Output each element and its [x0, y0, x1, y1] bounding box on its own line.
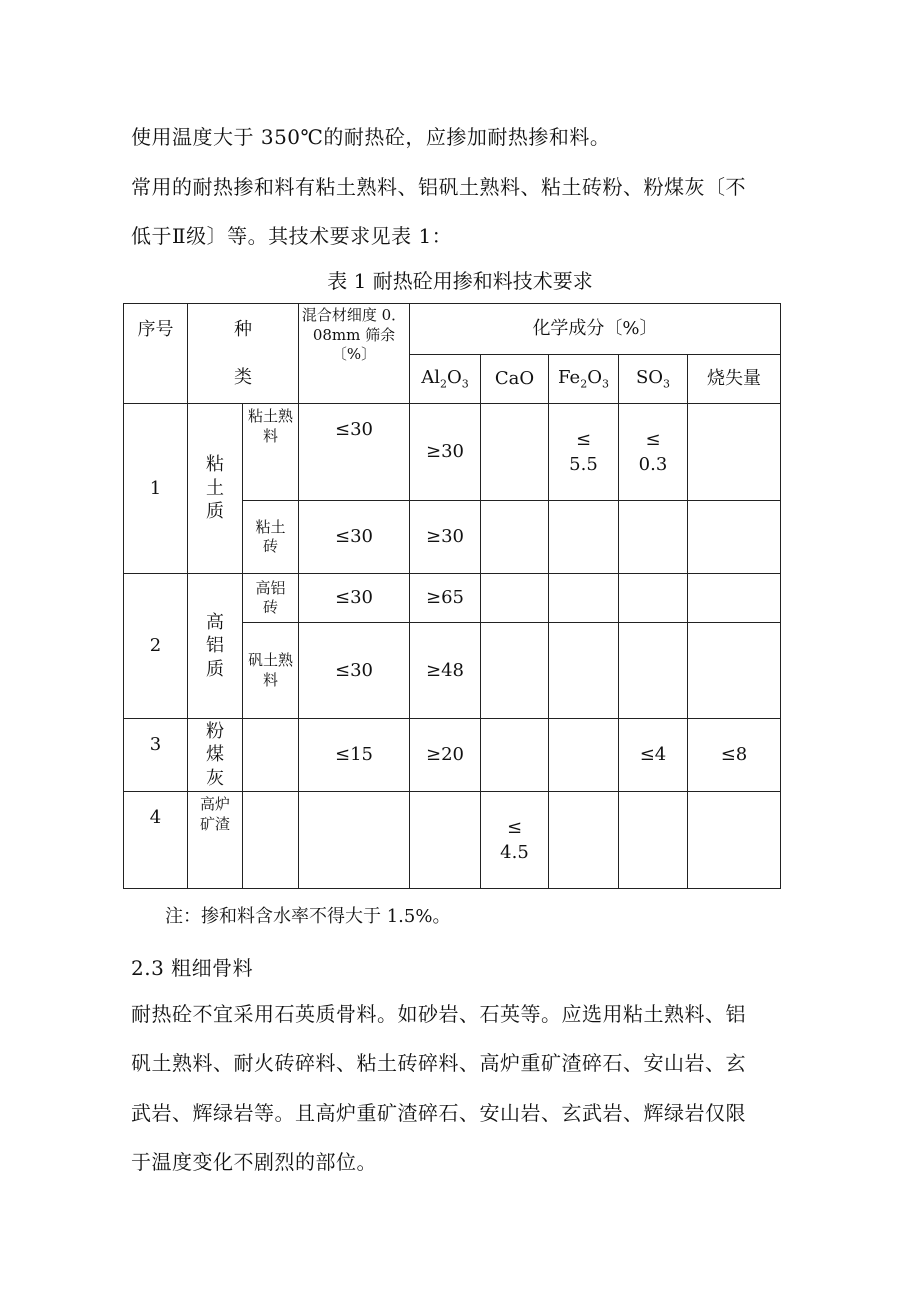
row2a-fe2o3: [549, 574, 619, 623]
row2a-so3: [619, 574, 688, 623]
table-note: 注：掺和料含水率不得大于 1.5%。: [165, 906, 451, 927]
row1a-fe2o3-value: 5.5: [569, 454, 598, 475]
row3-al2o3: ≥20: [410, 719, 481, 792]
row2a-loss: [688, 574, 781, 623]
fe2o3-o: O: [587, 367, 602, 389]
row2-group: 高铝质: [188, 574, 243, 719]
row4-cao: [481, 792, 549, 889]
row2a-fineness: ≤30: [299, 574, 410, 623]
fe2o3-sub-2: 2: [580, 377, 588, 391]
paragraph-2-line-2: 低于Ⅱ级〕等。其技术要求见表 1：: [131, 224, 453, 248]
row2b-name: 矾土熟料: [243, 623, 299, 719]
table-caption: 表 1 耐热砼用掺和料技术要求: [327, 269, 593, 293]
row1b-al2o3: ≥30: [410, 501, 481, 574]
row4-fineness: [299, 792, 410, 889]
so3-sub-3: 3: [663, 377, 671, 391]
row2-seq: 2: [124, 574, 188, 719]
row4-empty: [243, 792, 299, 889]
row1a-al2o3: ≥30: [410, 404, 481, 501]
paragraph-3-line-2: 矾土熟料、耐火砖碎料、粘土砖碎料、高炉重矿渣碎石、安山岩、玄: [131, 1051, 746, 1075]
row3-seq: 3: [124, 719, 188, 792]
row1a-loss: [688, 404, 781, 501]
al2o3-o: O: [447, 367, 462, 389]
row4-loss: [688, 792, 781, 889]
al2o3-al: Al: [421, 367, 440, 389]
row1-seq: 1: [124, 404, 188, 574]
paragraph-3-line-3: 武岩、辉绿岩等。且高炉重矿渣碎石、安山岩、玄武岩、辉绿岩仅限: [131, 1101, 746, 1125]
header-fineness: 混合材细度 0．08mm 筛余〔%〕: [299, 304, 410, 404]
row2b-so3: [619, 623, 688, 719]
row2a-name: 高铝砖: [243, 574, 299, 623]
row4-so3: [619, 792, 688, 889]
row4-al2o3: [410, 792, 481, 889]
row1-group: 粘土质: [188, 404, 243, 574]
row1b-name: 粘土砖: [243, 501, 299, 574]
fe2o3-fe: Fe: [558, 367, 581, 389]
header-cao: CaO: [481, 355, 549, 404]
row1a-fe2o3: [549, 404, 619, 501]
paragraph-3-line-1: 耐热砼不宜采用石英质骨料。如砂岩、石英等。应选用粘土熟料、铝: [131, 1002, 746, 1026]
row1b-loss: [688, 501, 781, 574]
row1a-fineness: ≤30: [299, 404, 410, 501]
row4-seq: 4: [124, 792, 188, 889]
row3-fe2o3: [549, 719, 619, 792]
al2o3-sub-3: 3: [461, 377, 469, 391]
row1a-so3-sign: ≤: [645, 428, 661, 450]
row1a-so3-value: 0.3: [638, 454, 668, 475]
al2o3-sub-2: 2: [440, 377, 447, 391]
spec-table: [123, 303, 781, 889]
row1a-fe2o3-sign: ≤: [575, 428, 592, 450]
row2b-fe2o3: [549, 623, 619, 719]
row2a-al2o3: ≥65: [410, 574, 481, 623]
paragraph-2-line-1: 常用的耐热掺和料有粘土熟料、铝矾土熟料、粘土砖粉、粉煤灰〔不: [131, 175, 746, 199]
row2b-fineness: ≤30: [299, 623, 410, 719]
header-fe2o3: [549, 355, 619, 404]
row2b-al2o3: ≥48: [410, 623, 481, 719]
header-al2o3: [410, 355, 481, 404]
row1a-name: 粘土熟料: [243, 404, 299, 501]
fe2o3-sub-3: 3: [601, 377, 609, 391]
row1a-cao: [481, 404, 549, 501]
row2a-cao: [481, 574, 549, 623]
row1b-cao: [481, 501, 549, 574]
header-kind: [188, 304, 299, 404]
header-kind-char-1: 种: [234, 319, 252, 341]
header-loss: 烧失量: [688, 355, 781, 404]
paragraph-intro: 使用温度大于 350℃的耐热砼，应掺加耐热掺和料。: [131, 125, 611, 149]
row4-name: 高炉矿渣: [188, 792, 243, 889]
row3-empty: [243, 719, 299, 792]
row3-fineness: ≤15: [299, 719, 410, 792]
header-chem: 化学成分〔%〕: [410, 304, 781, 355]
row3-cao: [481, 719, 549, 792]
row1a-so3: [619, 404, 688, 501]
row1b-so3: [619, 501, 688, 574]
row4-cao-value: 4.5: [500, 842, 529, 863]
so3-so: SO: [635, 367, 664, 389]
row4-cao-sign: ≤: [506, 816, 523, 838]
paragraph-3-line-4: 于温度变化不剧烈的部位。: [131, 1150, 377, 1174]
row3-loss: ≤8: [688, 719, 781, 792]
row3-name: 粉煤灰: [188, 719, 243, 792]
section-heading: 2.3 粗细骨料: [131, 956, 254, 980]
header-seq: 序号: [124, 304, 188, 404]
row1b-fineness: ≤30: [299, 501, 410, 574]
header-so3: [619, 355, 688, 404]
row2b-loss: [688, 623, 781, 719]
row2b-cao: [481, 623, 549, 719]
header-kind-char-2: 类: [234, 366, 252, 388]
row1b-fe2o3: [549, 501, 619, 574]
row4-fe2o3: [549, 792, 619, 889]
row3-so3: ≤4: [619, 719, 688, 792]
